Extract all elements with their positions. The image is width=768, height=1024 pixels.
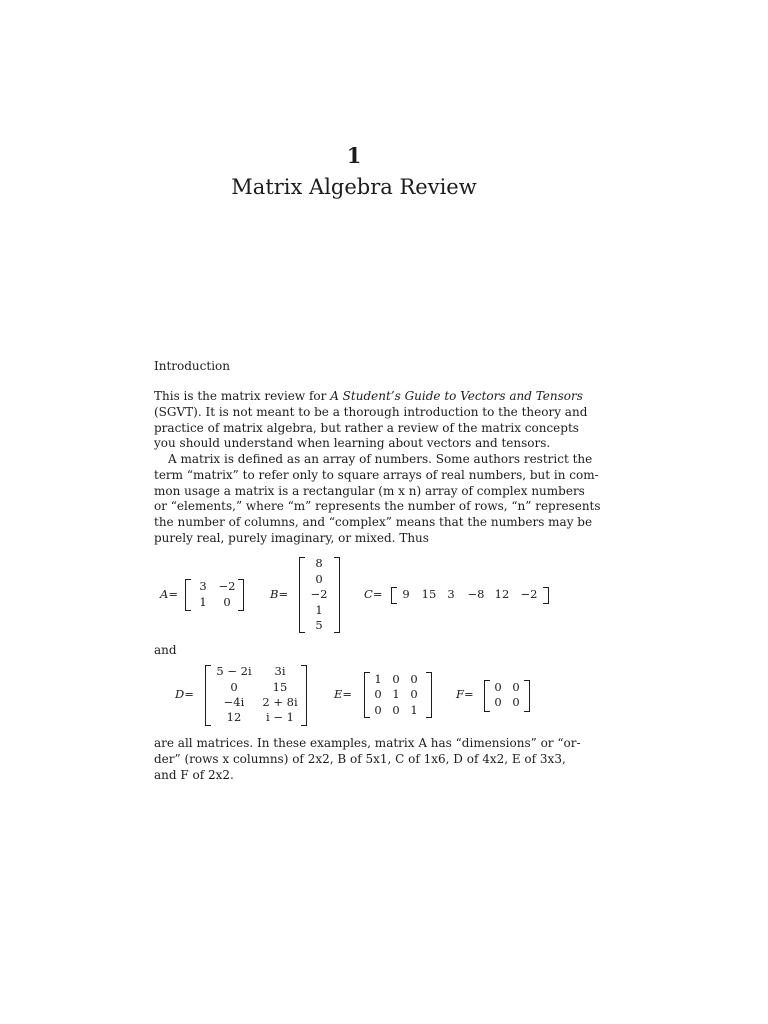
matrix-cell: −2 bbox=[520, 587, 538, 601]
matrix-cell: 0 bbox=[230, 680, 238, 694]
paragraph-line: you should understand when learning about vectors and tensors. bbox=[154, 436, 551, 451]
paragraph-line: der” (rows x columns) of 2x2, B of 5x1, C of 1x6, D of 4x2, E of 3x3, bbox=[154, 751, 566, 766]
matrix-cell: 0 bbox=[315, 572, 323, 586]
text-run: This is the matrix review for bbox=[154, 389, 331, 403]
intro-paragraph bbox=[154, 389, 588, 452]
left-bracket bbox=[205, 665, 211, 726]
equals-sign: = bbox=[372, 587, 383, 601]
matrix-cell: 0 bbox=[374, 687, 382, 701]
connector-word: and bbox=[154, 643, 177, 657]
matrix-cell: 0 bbox=[512, 680, 520, 694]
matrix-cell: 3 bbox=[199, 579, 207, 593]
paragraph-line: term “matrix” to refer only to square arrays of real numbers, but in com- bbox=[154, 467, 599, 482]
equals-sign: = bbox=[278, 587, 289, 601]
paragraph-line bbox=[154, 389, 583, 405]
matrix-cell: 12 bbox=[226, 710, 242, 724]
paragraph-line: mon usage a matrix is a rectangular (m x n) array of complex numbers bbox=[154, 483, 585, 498]
paragraph-line: A matrix is defined as an array of numbers. Some authors restrict the bbox=[168, 452, 593, 466]
section-heading: Introduction bbox=[154, 359, 230, 373]
matrix-cell: 12 bbox=[494, 587, 510, 601]
matrix-cell: 0 bbox=[494, 695, 502, 709]
matrix-cell: 1 bbox=[410, 703, 418, 717]
paragraph-line: purely real, purely imaginary, or mixed. Thus bbox=[154, 530, 429, 545]
matrix-label bbox=[270, 587, 288, 601]
label-letter: E bbox=[334, 687, 343, 701]
left-bracket bbox=[391, 587, 397, 604]
matrix-cell: 5 − 2i bbox=[216, 664, 252, 678]
matrix-label bbox=[175, 687, 194, 701]
matrix-cell: 9 bbox=[402, 587, 410, 601]
label-letter: B bbox=[270, 587, 279, 601]
paragraph-line: the number of columns, and “complex” means that the numbers may be bbox=[154, 515, 593, 530]
matrix-cell: 5 bbox=[315, 618, 323, 632]
matrix-cell: 15 bbox=[421, 587, 437, 601]
matrix-label bbox=[456, 687, 474, 701]
paragraph-line: are all matrices. In these examples, matrix A has “dimensions” or “or- bbox=[154, 736, 581, 750]
matrix-cell: 0 bbox=[410, 672, 418, 686]
matrix-cell: −8 bbox=[467, 587, 485, 601]
matrix-cell: 0 bbox=[374, 703, 382, 717]
equals-sign: = bbox=[184, 687, 194, 701]
matrix-label bbox=[160, 587, 178, 601]
right-bracket bbox=[334, 557, 340, 633]
matrix-cell: 2 + 8i bbox=[262, 695, 298, 709]
matrix-cell: 1 bbox=[392, 687, 400, 701]
dimensions-paragraph bbox=[154, 736, 581, 783]
matrix-cell: 0 bbox=[223, 595, 231, 609]
right-bracket bbox=[238, 579, 244, 611]
matrix-cell: 3i bbox=[274, 664, 286, 678]
label-letter: F bbox=[456, 687, 464, 701]
equals-sign: = bbox=[342, 687, 353, 701]
matrix-cell: 1 bbox=[199, 595, 207, 609]
left-bracket bbox=[185, 579, 191, 611]
matrix-cell: −2 bbox=[218, 579, 236, 593]
paragraph-line: (SGVT). It is not meant to be a thorough introduction to the theory and bbox=[154, 404, 588, 419]
matrix-cell: 0 bbox=[512, 695, 520, 709]
chapter-number: 1 bbox=[346, 143, 362, 168]
paragraph-line: practice of matrix algebra, but rather a review of the matrix concepts bbox=[154, 420, 579, 435]
matrix-cell: 0 bbox=[494, 680, 502, 694]
equals-sign: = bbox=[168, 587, 178, 601]
paragraph-line: and F of 2x2. bbox=[154, 767, 234, 782]
matrix-cell: 15 bbox=[272, 680, 288, 694]
right-bracket bbox=[524, 680, 530, 712]
matrix-label bbox=[364, 587, 382, 601]
label-letter: A bbox=[160, 587, 169, 601]
chapter-title: Matrix Algebra Review bbox=[231, 175, 477, 199]
matrix-cell: 0 bbox=[392, 703, 400, 717]
matrix-cell: i − 1 bbox=[266, 710, 294, 724]
matrix-cell: 8 bbox=[315, 556, 323, 570]
paragraph-line: or “elements,” where “m” represents the number of rows, “n” represents bbox=[154, 499, 601, 514]
label-letter: D bbox=[175, 687, 185, 701]
right-bracket bbox=[543, 587, 549, 604]
matrix-cell: −4i bbox=[223, 695, 245, 709]
matrix-cell: 0 bbox=[410, 687, 418, 701]
definition-paragraph bbox=[154, 452, 601, 547]
matrix-cell: 1 bbox=[374, 672, 382, 686]
equals-sign: = bbox=[463, 687, 474, 701]
matrix-label bbox=[334, 687, 352, 701]
book-title: A Student’s Guide to Vectors and Tensors bbox=[330, 389, 583, 403]
matrix-cell: 3 bbox=[447, 587, 455, 601]
matrix-cell: 1 bbox=[315, 603, 323, 617]
right-bracket bbox=[426, 672, 432, 718]
matrix-cell: 0 bbox=[392, 672, 400, 686]
matrix-cell: −2 bbox=[310, 587, 328, 601]
label-letter: C bbox=[364, 587, 373, 601]
